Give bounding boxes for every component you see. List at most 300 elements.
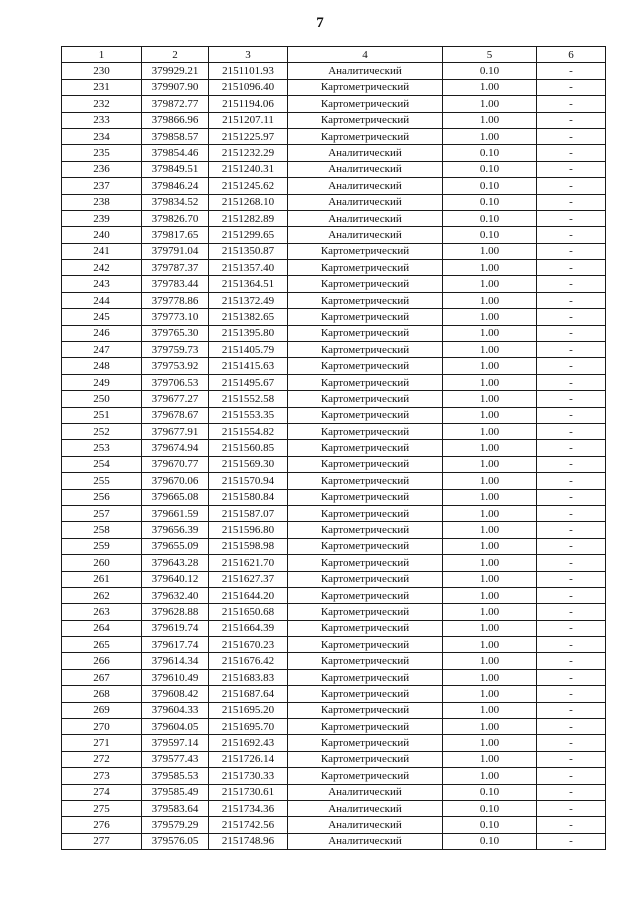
table-cell: 379759.73 bbox=[142, 342, 209, 358]
table-cell: - bbox=[537, 604, 606, 620]
table-cell: - bbox=[537, 669, 606, 685]
table-cell: - bbox=[537, 358, 606, 374]
table-cell: - bbox=[537, 473, 606, 489]
table-row bbox=[62, 817, 606, 833]
table-cell: 1.00 bbox=[443, 358, 537, 374]
table-cell: 0.10 bbox=[443, 63, 537, 79]
table-cell: 264 bbox=[62, 620, 142, 636]
table-cell: 245 bbox=[62, 309, 142, 325]
table-cell: 2151101.93 bbox=[209, 63, 288, 79]
table-cell: 250 bbox=[62, 391, 142, 407]
table-cell: 379929.21 bbox=[142, 63, 209, 79]
table-cell: - bbox=[537, 112, 606, 128]
table-cell: Аналитический bbox=[288, 784, 443, 800]
table-cell: Аналитический bbox=[288, 210, 443, 226]
table-cell: - bbox=[537, 735, 606, 751]
table-cell: 1.00 bbox=[443, 571, 537, 587]
table-cell: 1.00 bbox=[443, 309, 537, 325]
table-cell: 1.00 bbox=[443, 620, 537, 636]
table-cell: 2151644.20 bbox=[209, 587, 288, 603]
table-cell: 2151405.79 bbox=[209, 342, 288, 358]
table-row bbox=[62, 620, 606, 636]
table-cell: Аналитический bbox=[288, 178, 443, 194]
table-cell: 379854.46 bbox=[142, 145, 209, 161]
table-cell: Картометрический bbox=[288, 505, 443, 521]
table-cell: 231 bbox=[62, 79, 142, 95]
table-cell: 2151596.80 bbox=[209, 522, 288, 538]
table-cell: Картометрический bbox=[288, 604, 443, 620]
column-header: 3 bbox=[209, 47, 288, 63]
table-cell: 276 bbox=[62, 817, 142, 833]
table-cell: 2151232.29 bbox=[209, 145, 288, 161]
table-row bbox=[62, 833, 606, 849]
table-cell: 2151676.42 bbox=[209, 653, 288, 669]
table-cell: - bbox=[537, 522, 606, 538]
column-header: 2 bbox=[142, 47, 209, 63]
table-cell: 1.00 bbox=[443, 768, 537, 784]
table-cell: - bbox=[537, 292, 606, 308]
table-cell: 1.00 bbox=[443, 423, 537, 439]
table-cell: - bbox=[537, 96, 606, 112]
table-cell: 2151382.65 bbox=[209, 309, 288, 325]
table-cell: - bbox=[537, 440, 606, 456]
table-cell: - bbox=[537, 800, 606, 816]
table-cell: - bbox=[537, 653, 606, 669]
table-cell: 267 bbox=[62, 669, 142, 685]
table-cell: 249 bbox=[62, 374, 142, 390]
table-cell: 1.00 bbox=[443, 243, 537, 259]
table-cell: 2151730.61 bbox=[209, 784, 288, 800]
table-cell: 232 bbox=[62, 96, 142, 112]
table-cell: - bbox=[537, 833, 606, 849]
table-cell: 379670.06 bbox=[142, 473, 209, 489]
table-cell: 239 bbox=[62, 210, 142, 226]
table-cell: 379617.74 bbox=[142, 637, 209, 653]
table-cell: 2151560.85 bbox=[209, 440, 288, 456]
table-cell: 1.00 bbox=[443, 456, 537, 472]
table-cell: 379817.65 bbox=[142, 227, 209, 243]
table-cell: Картометрический bbox=[288, 292, 443, 308]
table-cell: 1.00 bbox=[443, 538, 537, 554]
table-cell: - bbox=[537, 505, 606, 521]
table-row bbox=[62, 587, 606, 603]
table-cell: 2151364.51 bbox=[209, 276, 288, 292]
table-cell: 2151730.33 bbox=[209, 768, 288, 784]
table-cell: 234 bbox=[62, 128, 142, 144]
table-cell: 277 bbox=[62, 833, 142, 849]
table-row bbox=[62, 407, 606, 423]
table-cell: 379608.42 bbox=[142, 686, 209, 702]
table-cell: Аналитический bbox=[288, 227, 443, 243]
table-row bbox=[62, 423, 606, 439]
table-cell: 1.00 bbox=[443, 128, 537, 144]
table-cell: - bbox=[537, 571, 606, 587]
table-cell: 379640.12 bbox=[142, 571, 209, 587]
table-row bbox=[62, 63, 606, 79]
table-cell: 237 bbox=[62, 178, 142, 194]
table-cell: 2151240.31 bbox=[209, 161, 288, 177]
table-cell: Аналитический bbox=[288, 145, 443, 161]
table-row bbox=[62, 96, 606, 112]
table-cell: 2151587.07 bbox=[209, 505, 288, 521]
table-cell: 252 bbox=[62, 423, 142, 439]
table-cell: 379858.57 bbox=[142, 128, 209, 144]
table-row bbox=[62, 489, 606, 505]
table-row bbox=[62, 505, 606, 521]
table-row bbox=[62, 522, 606, 538]
column-header: 6 bbox=[537, 47, 606, 63]
table-row bbox=[62, 669, 606, 685]
table-cell: Картометрический bbox=[288, 735, 443, 751]
table-cell: Картометрический bbox=[288, 489, 443, 505]
table-cell: 1.00 bbox=[443, 440, 537, 456]
table-cell: 0.10 bbox=[443, 210, 537, 226]
table-cell: 379604.33 bbox=[142, 702, 209, 718]
table-cell: 379677.91 bbox=[142, 423, 209, 439]
coordinates-table bbox=[61, 46, 606, 850]
table-cell: 379632.40 bbox=[142, 587, 209, 603]
table-cell: 2151350.87 bbox=[209, 243, 288, 259]
table-cell: Аналитический bbox=[288, 63, 443, 79]
table-cell: - bbox=[537, 128, 606, 144]
table-row bbox=[62, 555, 606, 571]
table-cell: - bbox=[537, 161, 606, 177]
table-cell: Картометрический bbox=[288, 473, 443, 489]
table-cell: 2151570.94 bbox=[209, 473, 288, 489]
table-cell: 274 bbox=[62, 784, 142, 800]
table-row bbox=[62, 571, 606, 587]
table-cell: 246 bbox=[62, 325, 142, 341]
table-cell: - bbox=[537, 784, 606, 800]
table-row bbox=[62, 276, 606, 292]
table-cell: - bbox=[537, 423, 606, 439]
table-cell: 379787.37 bbox=[142, 260, 209, 276]
table-row bbox=[62, 391, 606, 407]
table-cell: Аналитический bbox=[288, 800, 443, 816]
table-cell: - bbox=[537, 768, 606, 784]
table-cell: 2151664.39 bbox=[209, 620, 288, 636]
table-cell: 254 bbox=[62, 456, 142, 472]
table-cell: Картометрический bbox=[288, 276, 443, 292]
table-cell: Аналитический bbox=[288, 817, 443, 833]
table-cell: 379619.74 bbox=[142, 620, 209, 636]
table-cell: 260 bbox=[62, 555, 142, 571]
table-cell: 265 bbox=[62, 637, 142, 653]
table-cell: 2151627.37 bbox=[209, 571, 288, 587]
table-row bbox=[62, 243, 606, 259]
table-cell: Картометрический bbox=[288, 96, 443, 112]
table-cell: Картометрический bbox=[288, 423, 443, 439]
table-cell: 1.00 bbox=[443, 79, 537, 95]
table-row bbox=[62, 374, 606, 390]
table-cell: - bbox=[537, 538, 606, 554]
table-cell: 379849.51 bbox=[142, 161, 209, 177]
table-cell: 2151734.36 bbox=[209, 800, 288, 816]
table-cell: - bbox=[537, 178, 606, 194]
table-cell: 256 bbox=[62, 489, 142, 505]
table-header-row bbox=[62, 47, 606, 63]
table-cell: - bbox=[537, 489, 606, 505]
table-cell: Картометрический bbox=[288, 669, 443, 685]
table-row bbox=[62, 538, 606, 554]
table-row bbox=[62, 145, 606, 161]
table-cell: 1.00 bbox=[443, 342, 537, 358]
table-cell: Картометрический bbox=[288, 128, 443, 144]
table-cell: 2151692.43 bbox=[209, 735, 288, 751]
table-cell: Картометрический bbox=[288, 538, 443, 554]
table-cell: 244 bbox=[62, 292, 142, 308]
table-cell: Картометрический bbox=[288, 751, 443, 767]
table-cell: 259 bbox=[62, 538, 142, 554]
table-cell: 262 bbox=[62, 587, 142, 603]
table-cell: Картометрический bbox=[288, 653, 443, 669]
table-cell: 0.10 bbox=[443, 784, 537, 800]
table-cell: 2151194.06 bbox=[209, 96, 288, 112]
table-cell: 1.00 bbox=[443, 112, 537, 128]
table-cell: Картометрический bbox=[288, 620, 443, 636]
table-row bbox=[62, 194, 606, 210]
table-cell: 269 bbox=[62, 702, 142, 718]
table-row bbox=[62, 456, 606, 472]
table-cell: 230 bbox=[62, 63, 142, 79]
table-cell: 379576.05 bbox=[142, 833, 209, 849]
table-cell: 1.00 bbox=[443, 292, 537, 308]
table-cell: - bbox=[537, 702, 606, 718]
table-cell: - bbox=[537, 555, 606, 571]
table-cell: - bbox=[537, 227, 606, 243]
table-cell: 379655.09 bbox=[142, 538, 209, 554]
table-row bbox=[62, 702, 606, 718]
table-cell: 2151395.80 bbox=[209, 325, 288, 341]
table-cell: 379872.77 bbox=[142, 96, 209, 112]
table-cell: Аналитический bbox=[288, 194, 443, 210]
table-cell: 2151554.82 bbox=[209, 423, 288, 439]
table-cell: 268 bbox=[62, 686, 142, 702]
table-row bbox=[62, 260, 606, 276]
table-cell: 379656.39 bbox=[142, 522, 209, 538]
table-cell: 2151495.67 bbox=[209, 374, 288, 390]
table-body bbox=[62, 63, 606, 850]
table-cell: Картометрический bbox=[288, 243, 443, 259]
table-cell: - bbox=[537, 587, 606, 603]
table-cell: 1.00 bbox=[443, 374, 537, 390]
table-cell: 1.00 bbox=[443, 637, 537, 653]
table-cell: 1.00 bbox=[443, 276, 537, 292]
table-cell: 253 bbox=[62, 440, 142, 456]
table-cell: Картометрический bbox=[288, 587, 443, 603]
table-cell: 379846.24 bbox=[142, 178, 209, 194]
table-cell: 379778.86 bbox=[142, 292, 209, 308]
table-cell: Картометрический bbox=[288, 719, 443, 735]
table-cell: 0.10 bbox=[443, 145, 537, 161]
table-cell: 1.00 bbox=[443, 325, 537, 341]
table-cell: 2151742.56 bbox=[209, 817, 288, 833]
table-cell: 379670.77 bbox=[142, 456, 209, 472]
table-cell: 2151695.70 bbox=[209, 719, 288, 735]
table-cell: 0.10 bbox=[443, 800, 537, 816]
table-cell: 275 bbox=[62, 800, 142, 816]
table-cell: 379577.43 bbox=[142, 751, 209, 767]
table-row bbox=[62, 227, 606, 243]
table-cell: 2151569.30 bbox=[209, 456, 288, 472]
table-cell: 2151357.40 bbox=[209, 260, 288, 276]
table-cell: 379753.92 bbox=[142, 358, 209, 374]
table-cell: Картометрический bbox=[288, 555, 443, 571]
table-cell: 1.00 bbox=[443, 719, 537, 735]
table-cell: 0.10 bbox=[443, 161, 537, 177]
table-cell: 2151683.83 bbox=[209, 669, 288, 685]
table-cell: 2151553.35 bbox=[209, 407, 288, 423]
table-cell: - bbox=[537, 374, 606, 390]
table-cell: Картометрический bbox=[288, 456, 443, 472]
table-cell: 379765.30 bbox=[142, 325, 209, 341]
table-cell: 1.00 bbox=[443, 735, 537, 751]
table-cell: Картометрический bbox=[288, 571, 443, 587]
table-cell: 379643.28 bbox=[142, 555, 209, 571]
table-row bbox=[62, 128, 606, 144]
table-cell: 2151372.49 bbox=[209, 292, 288, 308]
table-cell: 379614.34 bbox=[142, 653, 209, 669]
table-cell: 0.10 bbox=[443, 833, 537, 849]
table-cell: 379583.64 bbox=[142, 800, 209, 816]
table-cell: 379597.14 bbox=[142, 735, 209, 751]
table-cell: - bbox=[537, 309, 606, 325]
table-cell: 2151598.98 bbox=[209, 538, 288, 554]
table-row bbox=[62, 342, 606, 358]
table-cell: - bbox=[537, 210, 606, 226]
table-cell: 255 bbox=[62, 473, 142, 489]
table-cell: 379585.49 bbox=[142, 784, 209, 800]
table-row bbox=[62, 719, 606, 735]
table-cell: 2151621.70 bbox=[209, 555, 288, 571]
table-cell: Картометрический bbox=[288, 260, 443, 276]
table-cell: 379585.53 bbox=[142, 768, 209, 784]
table-cell: 1.00 bbox=[443, 669, 537, 685]
table-cell: 379791.04 bbox=[142, 243, 209, 259]
table-cell: - bbox=[537, 145, 606, 161]
page-number: 7 bbox=[316, 15, 324, 31]
table-row bbox=[62, 686, 606, 702]
table-row bbox=[62, 800, 606, 816]
table-cell: 379604.05 bbox=[142, 719, 209, 735]
table-row bbox=[62, 768, 606, 784]
column-header: 1 bbox=[62, 47, 142, 63]
table-cell: 272 bbox=[62, 751, 142, 767]
table-row bbox=[62, 309, 606, 325]
table-cell: - bbox=[537, 637, 606, 653]
table-cell: 242 bbox=[62, 260, 142, 276]
table-cell: 266 bbox=[62, 653, 142, 669]
table-cell: Картометрический bbox=[288, 522, 443, 538]
table-cell: 2151670.23 bbox=[209, 637, 288, 653]
table-row bbox=[62, 210, 606, 226]
table-cell: 0.10 bbox=[443, 194, 537, 210]
table-cell: 379907.90 bbox=[142, 79, 209, 95]
table-cell: 251 bbox=[62, 407, 142, 423]
table-cell: - bbox=[537, 817, 606, 833]
table-cell: 261 bbox=[62, 571, 142, 587]
table-cell: 379783.44 bbox=[142, 276, 209, 292]
table-cell: - bbox=[537, 79, 606, 95]
table-cell: - bbox=[537, 686, 606, 702]
table-cell: - bbox=[537, 620, 606, 636]
table-cell: - bbox=[537, 342, 606, 358]
table-row bbox=[62, 178, 606, 194]
table-row bbox=[62, 292, 606, 308]
table-cell: Картометрический bbox=[288, 79, 443, 95]
table-cell: 1.00 bbox=[443, 473, 537, 489]
table-cell: 1.00 bbox=[443, 555, 537, 571]
table-row bbox=[62, 358, 606, 374]
table-cell: 235 bbox=[62, 145, 142, 161]
table-cell: 248 bbox=[62, 358, 142, 374]
table-cell: Картометрический bbox=[288, 342, 443, 358]
table-cell: Картометрический bbox=[288, 637, 443, 653]
table-cell: 1.00 bbox=[443, 391, 537, 407]
table-cell: 1.00 bbox=[443, 522, 537, 538]
table-cell: - bbox=[537, 391, 606, 407]
table-cell: 1.00 bbox=[443, 751, 537, 767]
table-cell: 1.00 bbox=[443, 587, 537, 603]
table-cell: Картометрический bbox=[288, 391, 443, 407]
table-cell: 1.00 bbox=[443, 407, 537, 423]
table-cell: 270 bbox=[62, 719, 142, 735]
table-cell: 0.10 bbox=[443, 178, 537, 194]
table-cell: 2151687.64 bbox=[209, 686, 288, 702]
table-cell: 379610.49 bbox=[142, 669, 209, 685]
table-cell: 1.00 bbox=[443, 505, 537, 521]
table-cell: - bbox=[537, 260, 606, 276]
table-cell: Картометрический bbox=[288, 686, 443, 702]
table-cell: 0.10 bbox=[443, 817, 537, 833]
table-cell: 2151415.63 bbox=[209, 358, 288, 374]
table-cell: 2151695.20 bbox=[209, 702, 288, 718]
table-cell: 2151268.10 bbox=[209, 194, 288, 210]
table-row bbox=[62, 161, 606, 177]
table-cell: 258 bbox=[62, 522, 142, 538]
table-row bbox=[62, 735, 606, 751]
table-cell: 238 bbox=[62, 194, 142, 210]
table-cell: 1.00 bbox=[443, 604, 537, 620]
table-cell: 2151726.14 bbox=[209, 751, 288, 767]
table-cell: 257 bbox=[62, 505, 142, 521]
table-cell: 2151748.96 bbox=[209, 833, 288, 849]
table-cell: 1.00 bbox=[443, 260, 537, 276]
table-cell: Картометрический bbox=[288, 768, 443, 784]
column-header: 5 bbox=[443, 47, 537, 63]
table-cell: 2151580.84 bbox=[209, 489, 288, 505]
table-cell: 240 bbox=[62, 227, 142, 243]
table-cell: 379579.29 bbox=[142, 817, 209, 833]
table-cell: - bbox=[537, 456, 606, 472]
table-cell: 2151245.62 bbox=[209, 178, 288, 194]
table-cell: 379674.94 bbox=[142, 440, 209, 456]
table-cell: 2151650.68 bbox=[209, 604, 288, 620]
table-cell: 379834.52 bbox=[142, 194, 209, 210]
table-cell: 1.00 bbox=[443, 653, 537, 669]
table-cell: - bbox=[537, 194, 606, 210]
table-cell: - bbox=[537, 243, 606, 259]
table-cell: 1.00 bbox=[443, 702, 537, 718]
table-cell: Картометрический bbox=[288, 374, 443, 390]
table-cell: 379706.53 bbox=[142, 374, 209, 390]
table-cell: 379665.08 bbox=[142, 489, 209, 505]
table-cell: Картометрический bbox=[288, 358, 443, 374]
table-cell: 379866.96 bbox=[142, 112, 209, 128]
table-cell: 236 bbox=[62, 161, 142, 177]
table-cell: - bbox=[537, 751, 606, 767]
table-row bbox=[62, 653, 606, 669]
